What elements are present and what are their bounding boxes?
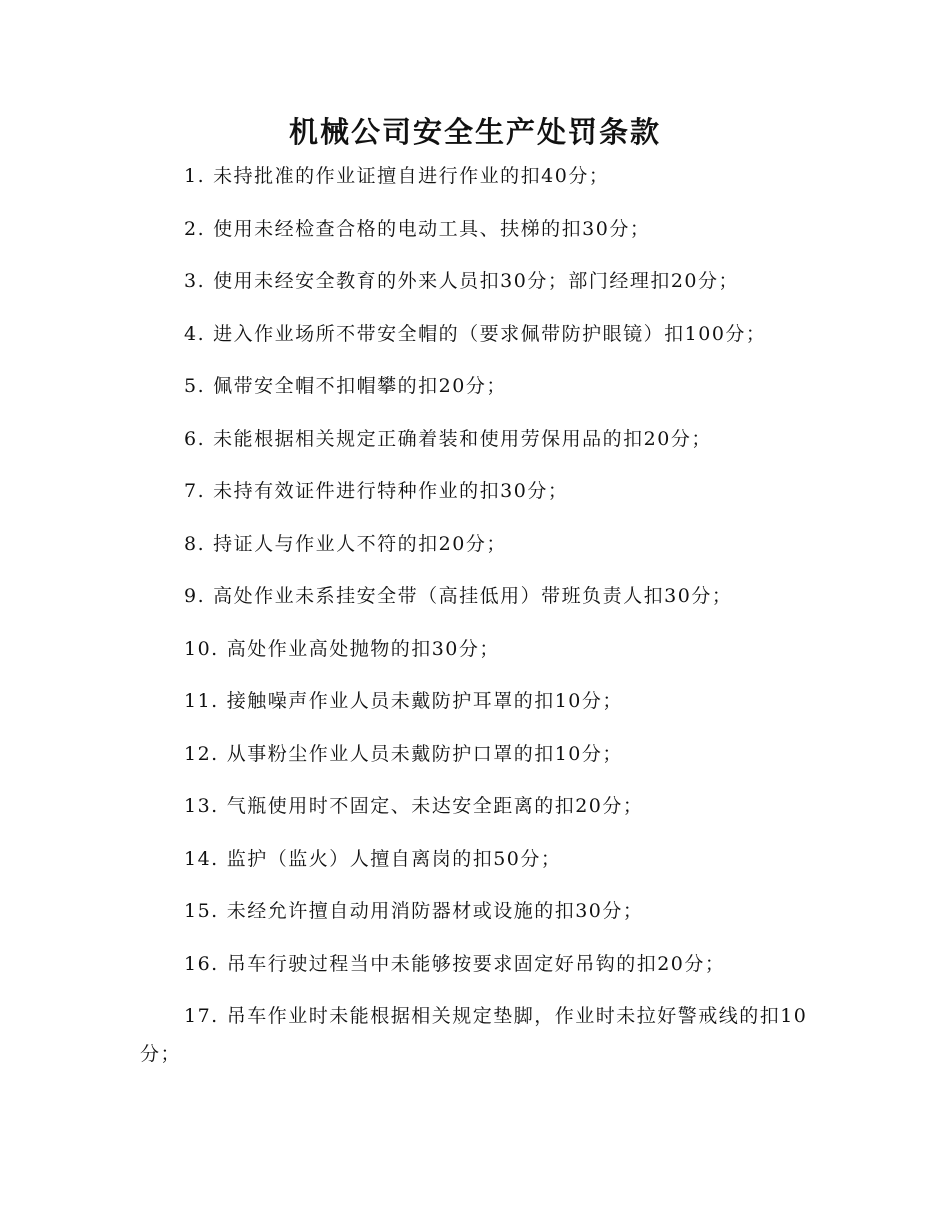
- item-number: 11.: [184, 690, 219, 712]
- item-text: 吊车作业时未能根据相关规定垫脚，作业时未拉好警戒线的扣10分；: [140, 1005, 808, 1065]
- item-number: 6.: [184, 427, 206, 450]
- item-text: 未持批准的作业证擅自进行作业的扣40分；: [213, 165, 610, 187]
- list-item: [140, 426, 810, 452]
- item-number: 10.: [184, 637, 219, 660]
- list-item: [140, 997, 810, 1073]
- item-number: 4.: [184, 322, 206, 345]
- list-item: [140, 321, 810, 347]
- list-item: [140, 951, 810, 977]
- list-item: [140, 268, 810, 294]
- penalty-list: [140, 163, 810, 1100]
- list-item: [140, 531, 810, 557]
- item-number: 2.: [184, 217, 206, 240]
- list-item: [140, 898, 810, 924]
- list-item: [140, 846, 810, 872]
- item-number: 17.: [184, 1005, 219, 1027]
- item-number: 15.: [184, 900, 219, 922]
- list-item: [140, 793, 810, 819]
- item-number: 8.: [184, 532, 206, 555]
- item-number: 3.: [184, 270, 206, 292]
- list-item: [140, 688, 810, 714]
- list-item: [140, 478, 810, 504]
- item-number: 14.: [184, 847, 219, 870]
- list-item: [140, 741, 810, 767]
- item-text: 进入作业场所不带安全帽的（要求佩带防护眼镜）扣100分；: [213, 322, 767, 345]
- item-text: 高处作业高处抛物的扣30分；: [226, 637, 500, 660]
- list-item: [140, 583, 810, 609]
- document-title: 机械公司安全生产处罚条款: [288, 115, 661, 149]
- item-text: 使用未经安全教育的外来人员扣30分；部门经理扣20分；: [213, 270, 739, 292]
- item-number: 9.: [184, 585, 206, 607]
- item-number: 13.: [184, 795, 219, 817]
- item-text: 使用未经检查合格的电动工具、扶梯的扣30分；: [213, 217, 651, 240]
- list-item: [140, 373, 810, 399]
- item-text: 从事粉尘作业人员未戴防护口罩的扣10分；: [226, 742, 623, 765]
- list-item: [140, 636, 810, 662]
- item-text: 持证人与作业人不符的扣20分；: [213, 532, 507, 555]
- item-text: 监护（监火）人擅自离岗的扣50分；: [226, 847, 562, 870]
- item-text: 吊车行驶过程当中未能够按要求固定好吊钩的扣20分；: [226, 952, 726, 975]
- item-text: 未持有效证件进行特种作业的扣30分；: [213, 480, 569, 502]
- item-text: 高处作业未系挂安全带（高挂低用）带班负责人扣30分；: [213, 585, 733, 607]
- list-item: [140, 163, 810, 189]
- list-item: [140, 216, 810, 242]
- item-number: 5.: [184, 375, 206, 397]
- item-text: 接触噪声作业人员未戴防护耳罩的扣10分；: [226, 690, 623, 712]
- item-number: 12.: [184, 742, 219, 765]
- item-text: 佩带安全帽不扣帽攀的扣20分；: [213, 375, 507, 397]
- item-number: 16.: [184, 952, 219, 975]
- item-number: 7.: [184, 480, 206, 502]
- item-text: 未经允许擅自动用消防器材或设施的扣30分；: [226, 900, 644, 922]
- item-number: 1.: [184, 165, 206, 187]
- item-text: 气瓶使用时不固定、未达安全距离的扣20分；: [226, 795, 644, 817]
- item-text: 未能根据相关规定正确着装和使用劳保用品的扣20分；: [213, 427, 712, 450]
